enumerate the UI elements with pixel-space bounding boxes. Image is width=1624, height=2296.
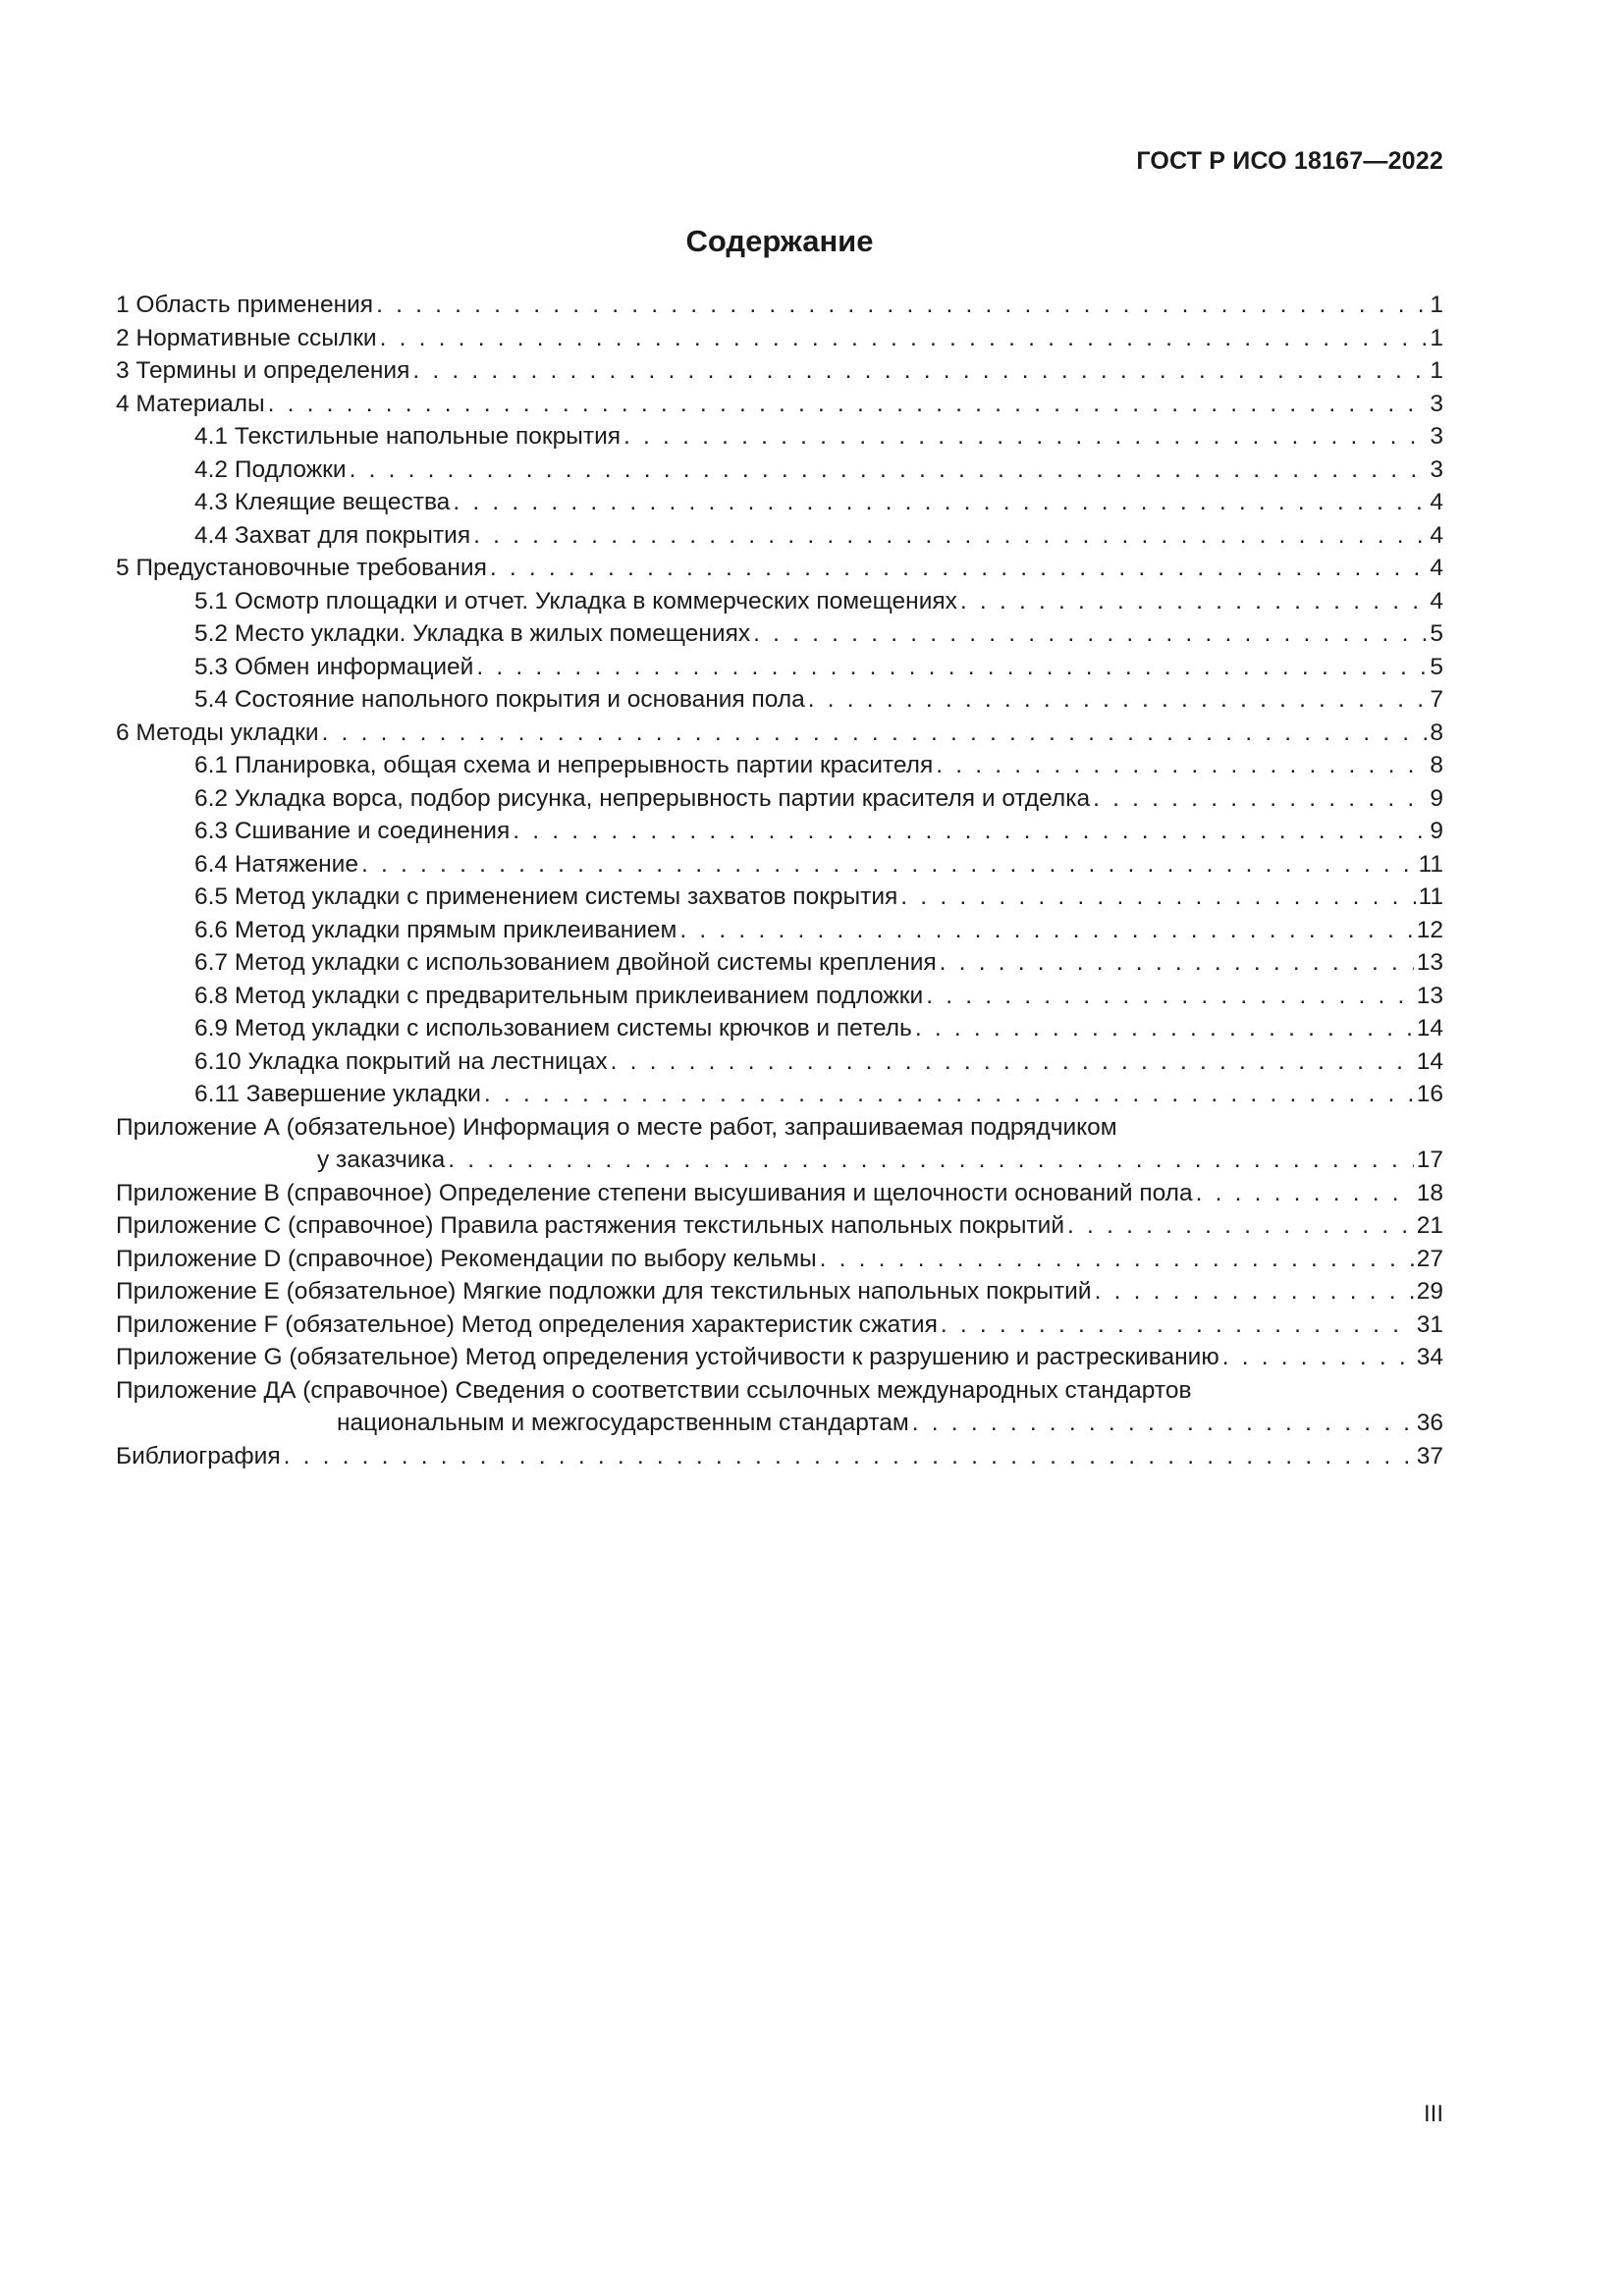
dot-leader bbox=[912, 1407, 1414, 1440]
toc-entry-label: Приложение Е (обязательное) Мягкие подложки для текстильных напольных покрытий bbox=[116, 1278, 1092, 1305]
toc-subentry[interactable] bbox=[116, 683, 1443, 717]
toc-entry-label: Приложение А (обязательное) Информация о месте работ, запрашиваемая подрядчиком bbox=[116, 1113, 1117, 1141]
toc-entry-label: 5.4 Состояние напольного покрытия и основания пола bbox=[194, 686, 805, 713]
toc-entry-page: 3 bbox=[1430, 423, 1443, 450]
toc-entry[interactable] bbox=[116, 289, 1443, 322]
dot-leader bbox=[268, 388, 1428, 421]
toc-subentry[interactable] bbox=[116, 946, 1443, 980]
dot-leader bbox=[960, 585, 1427, 618]
toc-entry-label: 5.1 Осмотр площадки и отчет. Укладка в коммерческих помещениях bbox=[194, 587, 957, 614]
toc-entry-page: 11 bbox=[1418, 883, 1443, 910]
toc-subentry[interactable] bbox=[116, 782, 1443, 816]
dot-leader bbox=[490, 552, 1427, 585]
dot-leader bbox=[900, 881, 1415, 914]
toc-entry-page: 14 bbox=[1416, 1015, 1443, 1041]
toc-entry-label: 6.6 Метод укладки прямым приклеиванием bbox=[194, 916, 677, 943]
toc-appendix-a[interactable] bbox=[116, 1111, 1443, 1177]
toc-entry-page: 4 bbox=[1430, 555, 1443, 581]
toc-entry-page: 37 bbox=[1416, 1442, 1443, 1469]
toc-entry-label: 5.3 Обмен информацией bbox=[194, 653, 474, 680]
toc-entry-page: 9 bbox=[1430, 784, 1443, 812]
toc-entry[interactable] bbox=[116, 552, 1443, 585]
toc-subentry[interactable] bbox=[116, 815, 1443, 848]
toc-subentry[interactable] bbox=[116, 1012, 1443, 1045]
toc-entry-label: 3 Термины и определения bbox=[116, 357, 410, 384]
dot-leader bbox=[679, 914, 1413, 947]
toc-entry[interactable] bbox=[116, 1209, 1443, 1243]
dot-leader bbox=[284, 1440, 1414, 1473]
toc-entry-label: 4.1 Текстильные напольные покрытия bbox=[194, 423, 622, 450]
toc-entry-page: 7 bbox=[1430, 686, 1443, 713]
toc-entry-page: 14 bbox=[1416, 1047, 1443, 1075]
toc-entry-label-cont: у заказчика bbox=[317, 1147, 446, 1173]
dot-leader bbox=[380, 322, 1428, 355]
dot-leader bbox=[753, 617, 1427, 651]
toc-entry-page: 21 bbox=[1416, 1212, 1443, 1239]
toc-entry-label: 6.5 Метод укладки с применением системы захватов покрытия bbox=[194, 883, 898, 910]
toc-subentry[interactable] bbox=[116, 486, 1443, 519]
dot-leader bbox=[1067, 1209, 1414, 1243]
dot-leader bbox=[350, 454, 1428, 487]
dot-leader bbox=[484, 1078, 1414, 1111]
toc-entry-continuation bbox=[116, 1144, 1443, 1177]
toc-entry[interactable] bbox=[116, 1177, 1443, 1210]
toc-entry-page: 18 bbox=[1416, 1179, 1443, 1206]
dot-leader bbox=[926, 980, 1414, 1013]
toc-entry[interactable] bbox=[116, 322, 1443, 355]
dot-leader bbox=[1095, 1275, 1414, 1308]
toc-entry-page: 36 bbox=[1416, 1410, 1443, 1436]
toc-entry-label: Приложение В (справочное) Определение степени высушивания и щелочности оснований пола bbox=[116, 1179, 1193, 1206]
toc-entry[interactable] bbox=[116, 388, 1443, 421]
toc-entry-label: 5 Предустановочные требования bbox=[116, 555, 487, 581]
toc-entry-page: 3 bbox=[1430, 455, 1443, 483]
toc-subentry[interactable] bbox=[116, 980, 1443, 1013]
toc-subentry[interactable] bbox=[116, 420, 1443, 454]
toc-entry-label: 6.10 Укладка покрытий на лестницах bbox=[194, 1047, 608, 1075]
toc-entry[interactable] bbox=[116, 354, 1443, 388]
toc-entry-page: 17 bbox=[1416, 1147, 1443, 1173]
toc-entry-label: 1 Область применения bbox=[116, 292, 374, 318]
dot-leader bbox=[936, 749, 1427, 782]
toc-entry-page: 16 bbox=[1416, 1081, 1443, 1107]
toc-entry-label: 4 Материалы bbox=[116, 390, 265, 417]
toc-entry-page: 3 bbox=[1430, 390, 1443, 417]
toc-entry-page: 27 bbox=[1416, 1245, 1443, 1272]
toc-entry[interactable] bbox=[116, 1341, 1443, 1374]
toc-entry-page: 13 bbox=[1416, 982, 1443, 1009]
dot-leader bbox=[808, 683, 1428, 717]
toc-subentry[interactable] bbox=[116, 651, 1443, 684]
toc-entry-label: 6.7 Метод укладки с использованием двойной системы крепления bbox=[194, 949, 937, 976]
toc-entry-label: 6.3 Сшивание и соединения bbox=[194, 818, 511, 844]
dot-leader bbox=[915, 1012, 1414, 1045]
toc-entry-label: 4.4 Захват для покрытия bbox=[194, 521, 471, 549]
toc-entry[interactable] bbox=[116, 717, 1443, 750]
dot-leader bbox=[473, 519, 1427, 553]
toc-subentry[interactable] bbox=[116, 454, 1443, 487]
toc-entry-label: 4.2 Подложки bbox=[194, 455, 347, 483]
toc-entry-label: 6.2 Укладка ворса, подбор рисунка, непрерывность партии красителя и отделка bbox=[194, 784, 1091, 812]
toc-entry-page: 34 bbox=[1416, 1344, 1443, 1370]
toc-entry-page: 13 bbox=[1416, 949, 1443, 976]
toc-entry[interactable] bbox=[116, 1440, 1443, 1473]
toc-entry[interactable] bbox=[116, 1275, 1443, 1308]
toc-appendix-da[interactable] bbox=[116, 1374, 1443, 1440]
toc-entry-page: 4 bbox=[1430, 489, 1443, 515]
dot-leader bbox=[376, 289, 1427, 322]
toc-entry-label: Приложение D (справочное) Рекомендации по выбору кельмы bbox=[116, 1245, 817, 1272]
toc-entry-page: 11 bbox=[1418, 850, 1443, 878]
toc-entry-continuation bbox=[116, 1407, 1443, 1440]
dot-leader bbox=[940, 946, 1414, 980]
dot-leader bbox=[448, 1144, 1413, 1177]
dot-leader bbox=[412, 354, 1427, 388]
toc-entry-label: 5.2 Место укладки. Укладка в жилых помещениях bbox=[194, 620, 751, 647]
dot-leader bbox=[1093, 782, 1427, 816]
toc-subentry[interactable] bbox=[116, 848, 1443, 881]
toc-subentry[interactable] bbox=[116, 1078, 1443, 1111]
toc-entry[interactable] bbox=[116, 1243, 1443, 1276]
toc-entry-label: Приложение ДА (справочное) Сведения о соответствии ссылочных международных стандартов bbox=[116, 1376, 1192, 1404]
dot-leader bbox=[513, 815, 1427, 848]
toc-entry-page: 12 bbox=[1416, 916, 1443, 943]
toc-entry-label: 2 Нормативные ссылки bbox=[116, 324, 377, 351]
table-of-contents bbox=[116, 289, 1443, 1472]
toc-entry[interactable] bbox=[116, 1308, 1443, 1342]
toc-entry-label: Приложение G (обязательное) Метод определения устойчивости к разрушению и растрескиванию bbox=[116, 1344, 1219, 1370]
dot-leader bbox=[623, 420, 1427, 454]
toc-entry-label: 6.8 Метод укладки с предварительным приклеиванием подложки bbox=[194, 982, 924, 1009]
toc-entry-page: 1 bbox=[1430, 324, 1443, 351]
toc-entry-page: 1 bbox=[1430, 357, 1443, 384]
toc-entry-label: Приложение С (справочное) Правила растяжения текстильных напольных покрытий bbox=[116, 1212, 1065, 1239]
toc-entry-page: 8 bbox=[1430, 719, 1443, 746]
toc-subentry[interactable] bbox=[116, 1045, 1443, 1079]
dot-leader bbox=[453, 486, 1427, 519]
toc-entry-page: 31 bbox=[1416, 1310, 1443, 1338]
dot-leader bbox=[941, 1308, 1414, 1342]
toc-entry-page: 4 bbox=[1430, 521, 1443, 549]
toc-entry-page: 5 bbox=[1430, 653, 1443, 680]
toc-entry-label: 6.4 Натяжение bbox=[194, 850, 358, 878]
document-code-header: ГОСТ Р ИСО 18167—2022 bbox=[1136, 147, 1443, 175]
dot-leader bbox=[476, 651, 1427, 684]
toc-subentry[interactable] bbox=[116, 617, 1443, 651]
toc-entry-label-cont: национальным и межгосударственным стандартам bbox=[337, 1410, 909, 1436]
toc-entry-label: 6.11 Завершение укладки bbox=[194, 1081, 481, 1107]
dot-leader bbox=[361, 848, 1416, 881]
toc-entry-label: 6 Методы укладки bbox=[116, 719, 319, 746]
toc-subentry[interactable] bbox=[116, 585, 1443, 618]
toc-entry-label: 4.3 Клеящие вещества bbox=[194, 489, 451, 515]
page-number: III bbox=[1423, 2101, 1443, 2127]
toc-entry-page: 8 bbox=[1430, 752, 1443, 778]
toc-entry-page: 4 bbox=[1430, 587, 1443, 614]
toc-entry-page: 5 bbox=[1430, 620, 1443, 647]
toc-subentry[interactable] bbox=[116, 749, 1443, 782]
toc-subentry[interactable] bbox=[116, 914, 1443, 947]
toc-subentry[interactable] bbox=[116, 519, 1443, 553]
dot-leader bbox=[1196, 1177, 1414, 1210]
dot-leader bbox=[820, 1243, 1414, 1276]
dot-leader bbox=[322, 717, 1428, 750]
toc-entry-page: 9 bbox=[1430, 818, 1443, 844]
toc-entry-label: Библиография bbox=[116, 1442, 281, 1469]
toc-entry-label: Приложение F (обязательное) Метод определения характеристик сжатия bbox=[116, 1310, 938, 1338]
toc-entry-page: 1 bbox=[1430, 292, 1443, 318]
toc-entry-label: 6.9 Метод укладки с использованием системы крючков и петель bbox=[194, 1015, 912, 1041]
dot-leader bbox=[611, 1045, 1414, 1079]
toc-entry-label: 6.1 Планировка, общая схема и непрерывность партии красителя bbox=[194, 752, 934, 778]
toc-entry-page: 29 bbox=[1416, 1278, 1443, 1305]
dot-leader bbox=[1222, 1341, 1414, 1374]
toc-title: Содержание bbox=[685, 224, 874, 258]
toc-subentry[interactable] bbox=[116, 881, 1443, 914]
